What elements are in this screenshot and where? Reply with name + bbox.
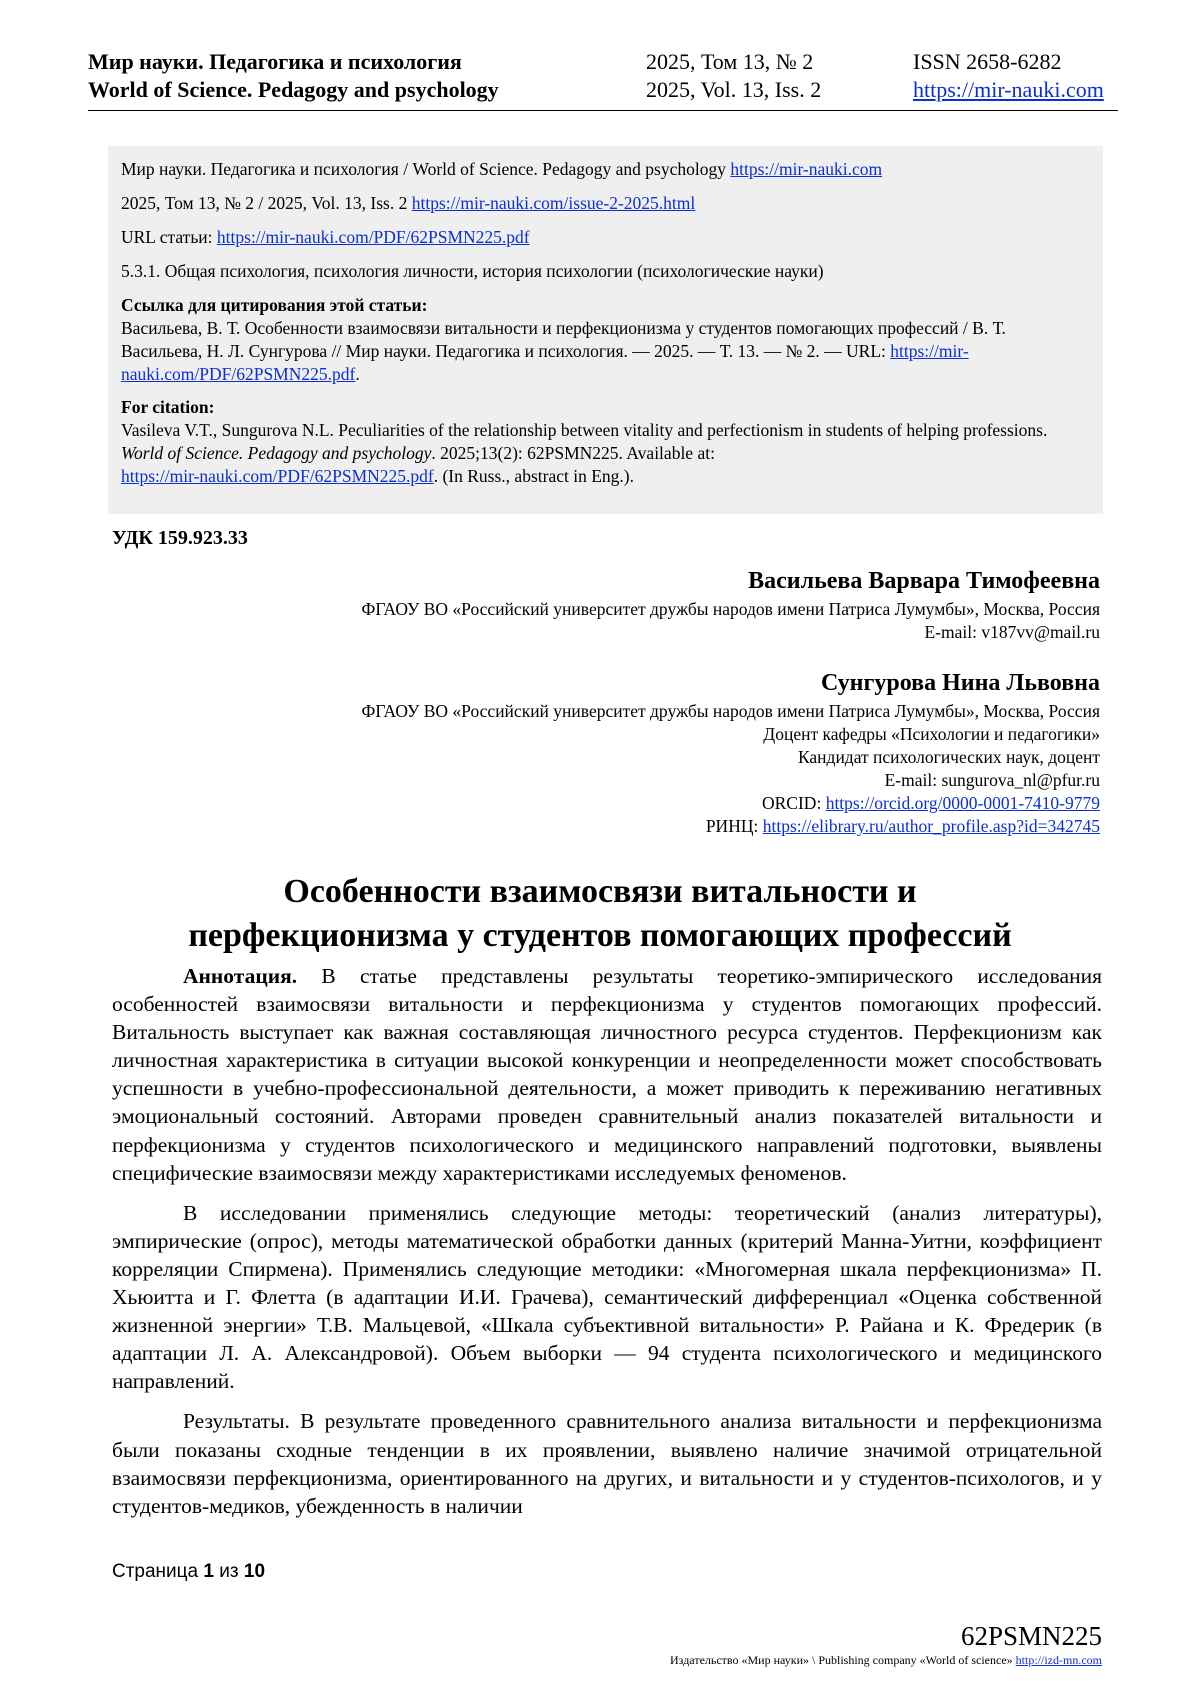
citation-en-heading: For citation: [121,397,215,417]
info-journal-link[interactable]: https://mir-nauki.com [730,159,883,179]
page-prefix: Страница [112,1561,204,1582]
rinc-label: РИНЦ: [705,816,763,836]
citation-ru-end: . [355,364,360,384]
page-of: из [213,1561,244,1582]
orcid-label: ORCID: [762,793,826,813]
info-article-link[interactable]: https://mir-nauki.com/PDF/62PSMN225.pdf [216,227,530,247]
author-1-email: E-mail: v187vv@mail.ru [924,622,1100,642]
issn-column [913,48,1104,104]
citation-en-end: . (In Russ., abstract in Eng.). [433,466,634,486]
info-journal-line [121,158,1090,181]
issn: ISSN 2658-6282 [913,49,1062,74]
journal-name-column [88,48,499,104]
info-url-line [121,226,1090,249]
author-2-email: E-mail: sungurova_nl@pfur.ru [884,770,1100,790]
author-block-2 [100,668,1100,838]
page-current: 1 [203,1561,214,1582]
citation-en [121,396,1090,488]
author-2-position: Доцент кафедры «Психологии и педагогики» [763,724,1100,744]
page-total: 10 [243,1561,266,1582]
journal-header [88,48,1118,111]
citation-ru [121,294,1090,386]
abstract-text-1: В статье представлены результаты теоретико-эмпирического исследования особенностей взаимосвязи витальности и перфекционизма у студентов помогающих профессий. Витальность выступает как важная составляющая личностного ресурса студентов. Перфекционизм как личностная характеристика в ситуации высокой конкуренции и неопределенности может способствовать успешности в учебно-профессиональной деятельности, а может приводить к переживанию негативных эмоциональный состояний. Авторами проведен сравнительный анализ показателей витальности и перфекционизма у студентов психологического и медицинского направлений подготовки, выявлены специфические взаимосвязи между характеристиками исследуемых феноменов. [112,964,1102,1185]
info-issue-line [121,192,1090,215]
issue-ru: 2025, Том 13, № 2 [646,49,814,74]
author-2-name: Сунгурова Нина Львовна [820,670,1100,696]
author-2-affiliation: ФГАОУ ВО «Российский университет дружбы народов имени Патриса Лумумбы», Москва, Россия [361,701,1100,721]
author-1-name: Васильева Варвара Тимофеевна [748,568,1100,594]
author-2-orcid [100,792,1100,815]
rinc-link[interactable]: https://elibrary.ru/author_profile.asp?id=342745 [762,816,1100,836]
citation-en-journal: World of Science. Pedagogy and psychology [121,443,432,463]
article-title-line-2: перфекционизма у студентов помогающих профессий [188,917,1012,954]
abstract-paragraph-2: В исследовании применялись следующие методы: теоретический (анализ литературы), эмпирические (опрос), методы математической обработки данных (критерий Манна-Уитни, коэффициент корреляции Спирмена). Применялись следующие методики: «Многомерная шкала перфекционизма» П. Хьюитта и Г. Флетта (в адаптации И.И. Грачева), семантический дифференциал «Оценка собственной жизненной энергии» Т.В. Мальцевой, «Шкала субъективной витальности» Р. Райана и К. Фредерик (в адаптации Л. А. Александровой). Объем выборки — 94 студента психологического и медицинского направлений. [112,1200,1102,1394]
citation-en-text: Vasileva V.T., Sungurova N.L. Peculiarities of the relationship between vitality and perfectionism in students of helping professions. [121,420,1048,440]
publisher-text: Издательство «Мир науки» \ Publishing company «World of science» [670,1653,1016,1667]
orcid-link[interactable]: https://orcid.org/0000-0001-7410-9779 [825,793,1100,813]
publisher-link[interactable]: http://izd-mn.com [1015,1653,1102,1667]
issue-en: 2025, Vol. 13, Iss. 2 [646,77,822,102]
author-1-affiliation: ФГАОУ ВО «Российский университет дружбы народов имени Патриса Лумумбы», Москва, Россия [361,599,1100,619]
citation-ru-heading: Ссылка для цитирования этой статьи: [121,295,428,315]
author-2-rinc [100,815,1100,838]
info-journal-text: Мир науки. Педагогика и психология / World of Science. Pedagogy and psychology [121,159,731,179]
info-specialty: 5.3.1. Общая психология, психология личности, история психологии (психологические науки) [121,261,824,281]
udk-code: УДК 159.923.33 [112,527,248,549]
publisher-line [670,1653,1102,1668]
article-title-line-1: Особенности взаимосвязи витальности и [283,873,917,910]
journal-name-ru: Мир науки. Педагогика и психология [88,49,462,74]
citation-ru-text: Васильева, В. Т. Особенности взаимосвязи витальности и перфекционизма у студентов помогающих профессий / В. Т. Васильева, Н. Л. Сунгурова // Мир науки. Педагогика и психология. — 2025. — Т. 13. — № 2. — URL: [121,318,1006,361]
citation-en-text2: . 2025;13(2): 62PSMN225. Available at: [431,443,715,463]
issue-column [646,48,821,104]
article-info-box [108,146,1103,514]
article-title [100,870,1100,958]
author-block-1 [100,566,1100,644]
citation-en-link[interactable]: https://mir-nauki.com/PDF/62PSMN225.pdf [121,466,434,486]
info-issue-text: 2025, Том 13, № 2 / 2025, Vol. 13, Iss. 2 [121,193,412,213]
site-link[interactable]: https://mir-nauki.com [913,77,1104,102]
article-code: 62PSMN225 [960,1621,1102,1651]
author-2-degree: Кандидат психологических наук, доцент [797,747,1100,767]
journal-name-en: World of Science. Pedagogy and psychology [88,77,499,102]
abstract-lead: Аннотация. [183,964,298,988]
citation-ru-link[interactable]: https://mir-nauki.com/PDF/62PSMN225.pdf [121,341,969,384]
info-issue-link[interactable]: https://mir-nauki.com/issue-2-2025.html [411,193,696,213]
abstract-paragraph-1 [112,962,1102,1187]
abstract-body [112,962,1102,1532]
abstract-paragraph-3: Результаты. В результате проведенного сравнительного анализа витальности и перфекционизма были показаны сходные тенденции в их проявлении, выявлено наличие значимой отрицательной взаимосвязи перфекционизма, ориентированного на других, и витальности и у студентов-психологов, и у студентов-медиков, убежденность в наличии [112,1409,1102,1518]
info-url-label: URL статьи: [121,227,217,247]
page-number [112,1561,265,1583]
